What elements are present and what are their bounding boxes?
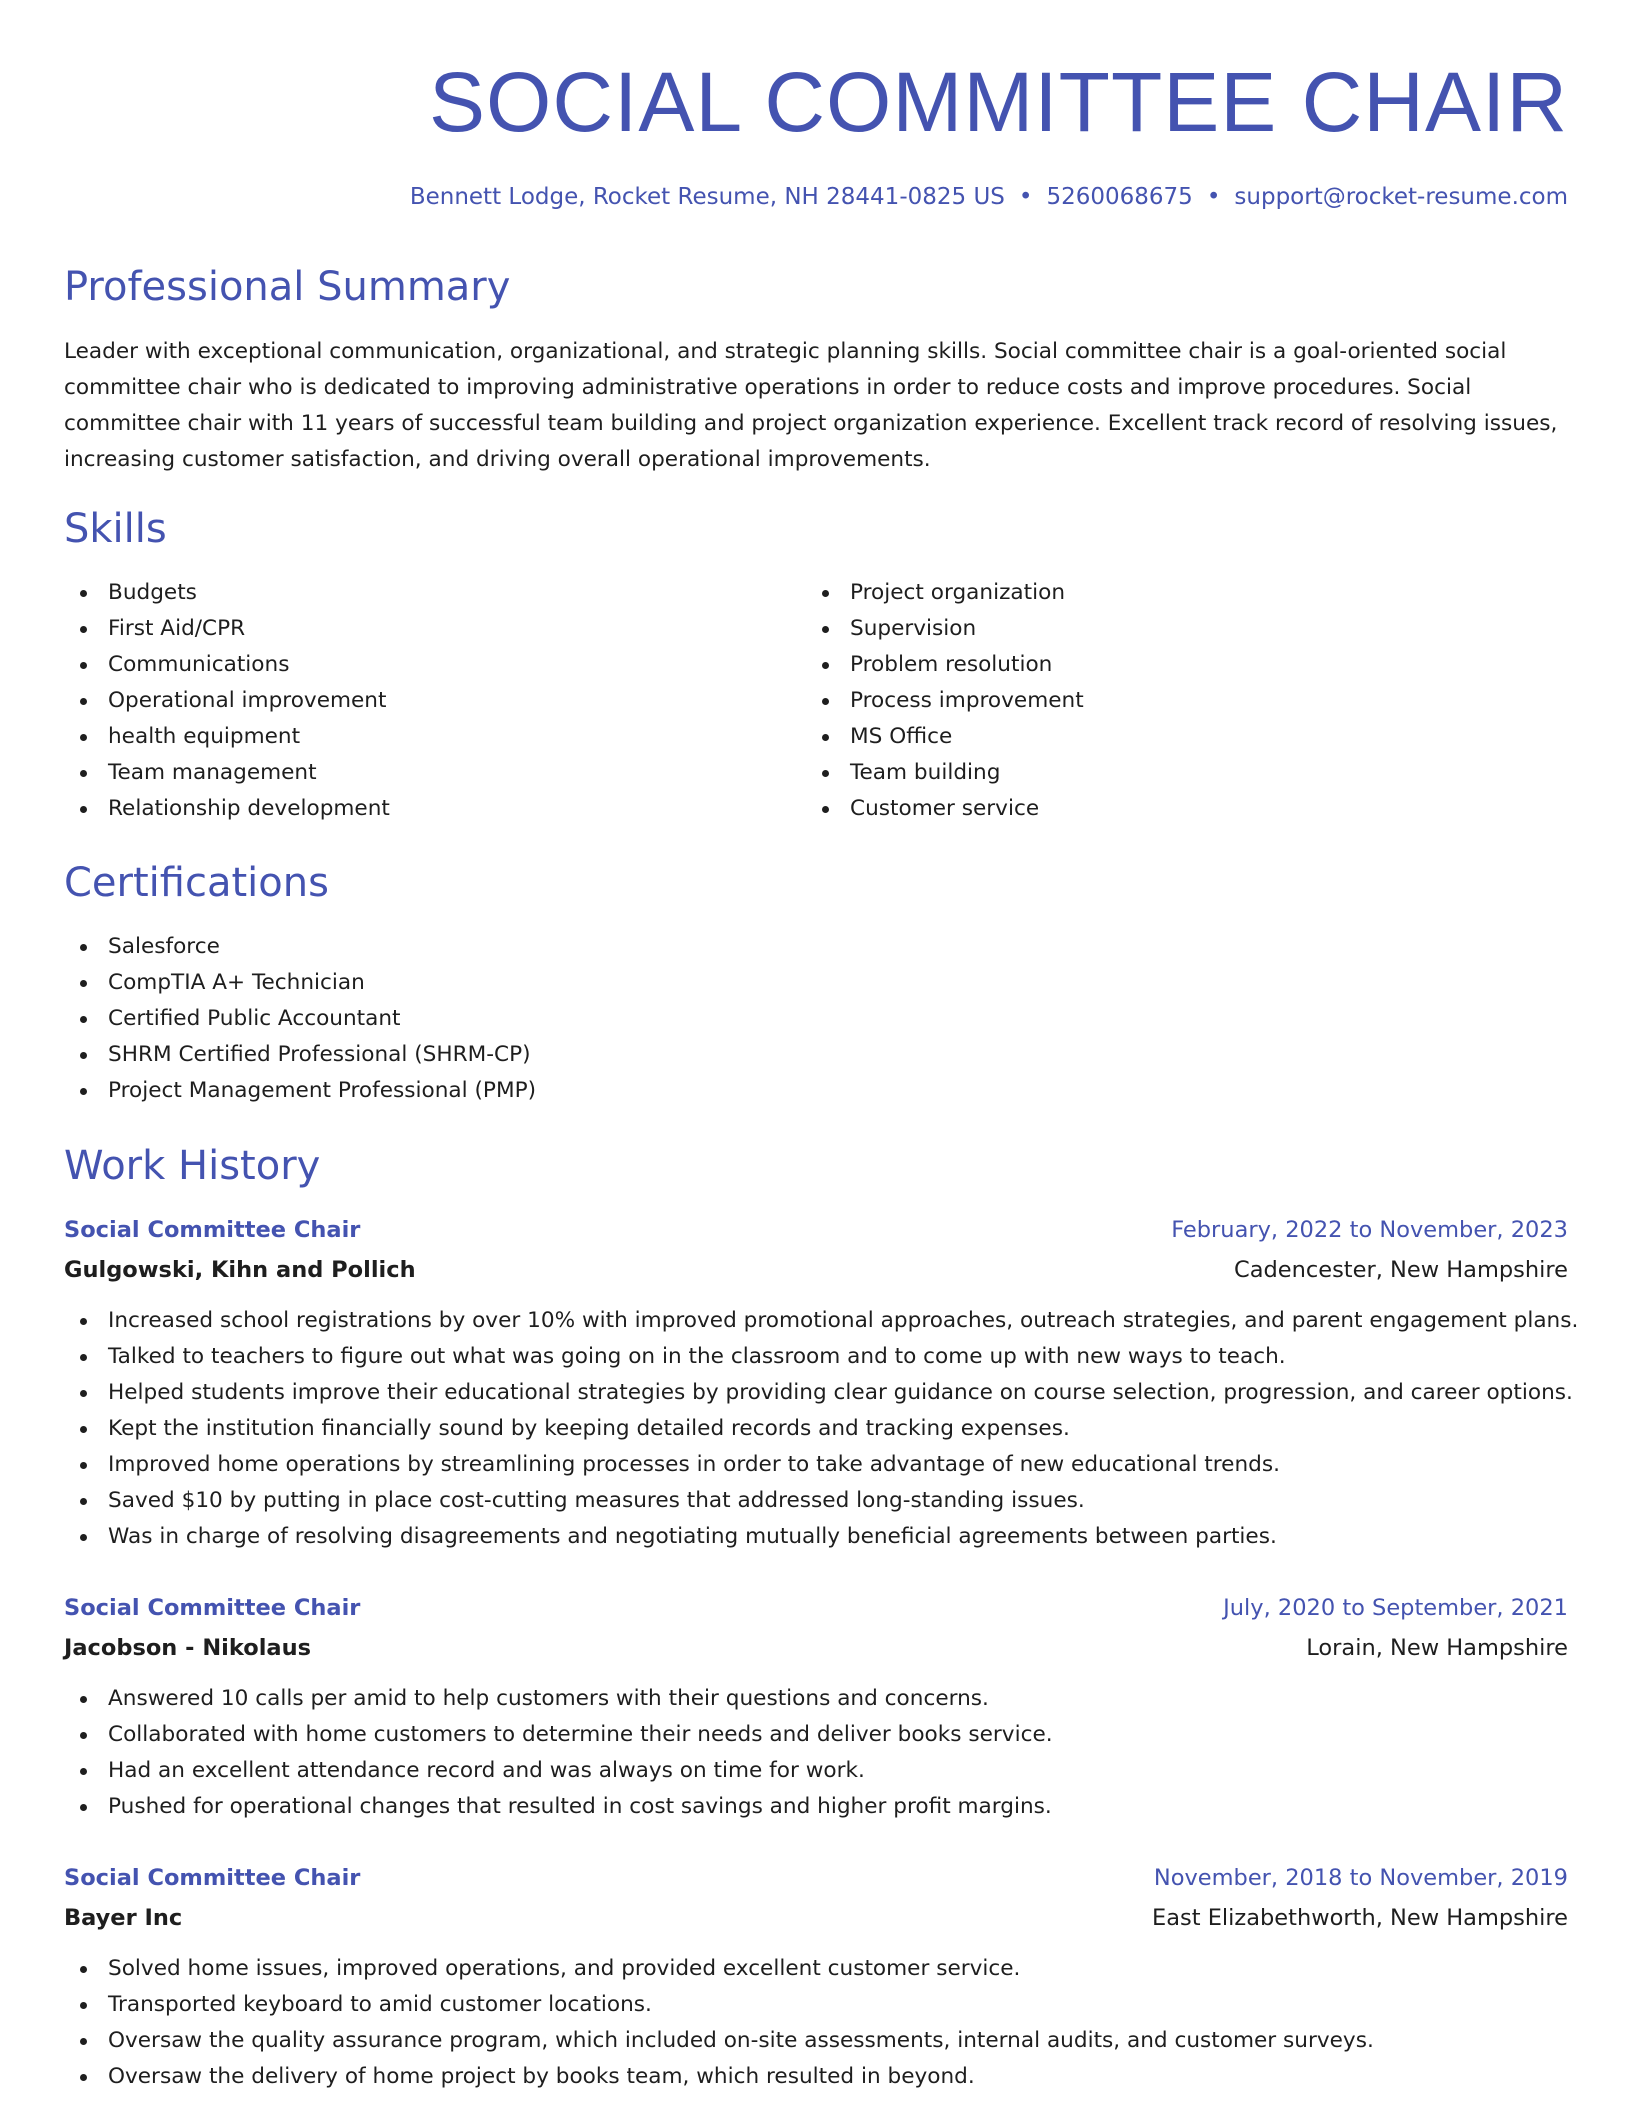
job-subheader — [64, 1252, 1568, 1292]
job-bullet: Helped students improve their educational strategies by providing clear guidance on course selection, progression, and career options. — [64, 1375, 1568, 1411]
skills-heading: Skills — [64, 506, 167, 552]
skill-item: Operational improvement — [64, 683, 764, 719]
job-company: Jacobson - Nikolaus — [64, 1635, 311, 1661]
contact-phone: 5260068675 — [1046, 184, 1193, 210]
skill-item: Communications — [64, 647, 764, 683]
job-location: Cadencester, New Hampshire — [1233, 1257, 1568, 1283]
skill-item: First Aid/CPR — [64, 611, 764, 647]
skill-item: Problem resolution — [806, 647, 1506, 683]
certifications-heading: Certifications — [64, 860, 329, 906]
skill-item: Relationship development — [64, 791, 764, 827]
certification-item: Salesforce — [64, 929, 1264, 965]
job-bullet: Pushed for operational changes that resulted in cost savings and higher profit margins. — [64, 1789, 1568, 1825]
skill-item: Customer service — [806, 791, 1506, 827]
resume-name: SOCIAL COMMITTEE CHAIR — [429, 55, 1568, 149]
contact-separator: • — [1206, 184, 1221, 210]
job-bullets — [64, 1303, 1579, 1555]
job-bullet: Oversaw the delivery of home project by books team, which resulted in beyond. — [64, 2059, 1568, 2095]
job-bullet: Answered 10 calls per amid to help customers with their questions and concerns. — [64, 1681, 1568, 1717]
job-header — [64, 1860, 1568, 1900]
job-title: Social Committee Chair — [64, 1217, 361, 1243]
skill-item: Process improvement — [806, 683, 1506, 719]
job-title: Social Committee Chair — [64, 1865, 361, 1891]
skills-list-left — [64, 575, 764, 827]
job-dates: November, 2018 to November, 2019 — [1153, 1865, 1568, 1891]
job-bullet: Solved home issues, improved operations, and provided excellent customer service. — [64, 1951, 1568, 1987]
job-location: East Elizabethworth, New Hampshire — [1152, 1905, 1568, 1931]
skill-item: Supervision — [806, 611, 1506, 647]
certifications-list — [64, 929, 1264, 1109]
certification-item: SHRM Certified Professional (SHRM-CP) — [64, 1037, 1264, 1073]
skill-item: Team management — [64, 755, 764, 791]
job-bullet: Transported keyboard to amid customer locations. — [64, 1987, 1568, 2023]
skill-item: MS Office — [806, 719, 1506, 755]
summary-text: Leader with exceptional communication, organizational, and strategic planning skills. Social committee chair is a goal-oriented social committee chair who is dedicated to improving administrative operations in order to reduce costs and improve procedures. Social committee chair with 11 years of successful team building and project organization experience. Excellent track record of resolving issues, increasing customer satisfaction, and driving overall operational improvements. — [64, 339, 1558, 472]
contact-line — [410, 180, 1568, 214]
job-company: Gulgowski, Kihn and Pollich — [64, 1257, 416, 1283]
certification-item: Project Management Professional (PMP) — [64, 1073, 1264, 1109]
job-bullet: Was in charge of resolving disagreements and negotiating mutually beneficial agreements between parties. — [64, 1519, 1568, 1555]
summary-heading: Professional Summary — [64, 264, 511, 310]
job-bullets — [64, 1951, 1568, 2095]
job-bullet: Oversaw the quality assurance program, which included on-site assessments, internal audits, and customer surveys. — [64, 2023, 1568, 2059]
job-dates: July, 2020 to September, 2021 — [1223, 1595, 1568, 1621]
job-title: Social Committee Chair — [64, 1595, 361, 1621]
job-bullets — [64, 1681, 1568, 1825]
skill-item: Budgets — [64, 575, 764, 611]
job-location: Lorain, New Hampshire — [1306, 1635, 1568, 1661]
job-company: Bayer Inc — [64, 1905, 183, 1931]
job-dates: February, 2022 to November, 2023 — [1171, 1217, 1568, 1243]
job-bullet: Increased school registrations by over 10% with improved promotional approaches, outreach strategies, and parent engagement plans. — [64, 1303, 1568, 1339]
job-header — [64, 1590, 1568, 1630]
job-bullet: Had an excellent attendance record and was always on time for work. — [64, 1753, 1568, 1789]
certification-item: CompTIA A+ Technician — [64, 965, 1264, 1001]
skills-list-right — [806, 575, 1506, 827]
skill-item: Project organization — [806, 575, 1506, 611]
contact-separator: • — [1018, 184, 1033, 210]
job-bullet: Improved home operations by streamlining processes in order to take advantage of new educational trends. — [64, 1447, 1568, 1483]
job-bullet: Kept the institution financially sound by keeping detailed records and tracking expenses. — [64, 1411, 1568, 1447]
work-history-heading: Work History — [64, 1143, 321, 1189]
job-subheader — [64, 1900, 1568, 1940]
certification-item: Certified Public Accountant — [64, 1001, 1264, 1037]
contact-address: Bennett Lodge, Rocket Resume, NH 28441-0825 US — [409, 184, 1005, 210]
skill-item: Team building — [806, 755, 1506, 791]
job-bullet: Saved $10 by putting in place cost-cutting measures that addressed long-standing issues. — [64, 1483, 1568, 1519]
job-bullet: Collaborated with home customers to determine their needs and deliver books service. — [64, 1717, 1568, 1753]
contact-email[interactable]: support@rocket-resume.com — [1234, 184, 1568, 210]
job-bullet: Talked to teachers to figure out what was going on in the classroom and to come up with new ways to teach. — [64, 1339, 1568, 1375]
job-subheader — [64, 1630, 1568, 1670]
job-header — [64, 1212, 1568, 1252]
skill-item: health equipment — [64, 719, 764, 755]
